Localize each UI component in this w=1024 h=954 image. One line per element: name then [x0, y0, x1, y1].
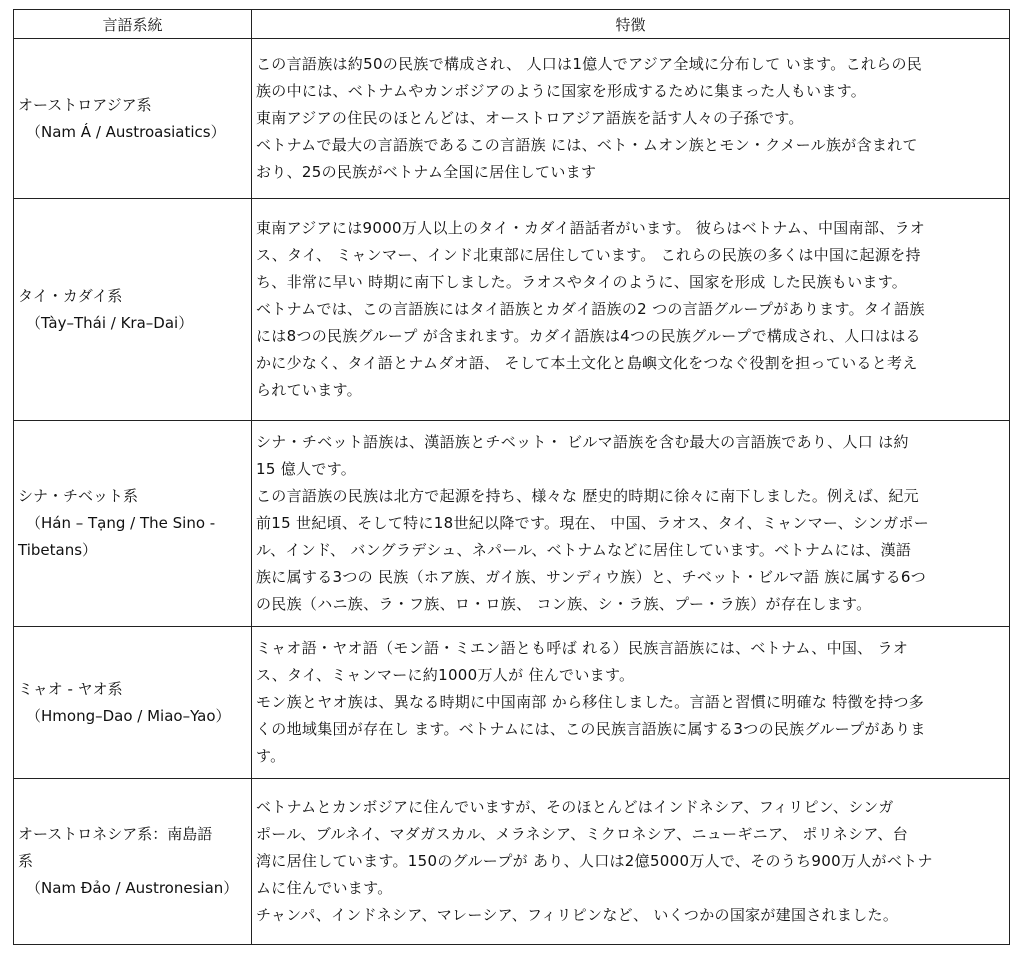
description-line: この言語族は約50の民族で構成され、 人口は1億人でアジア全域に分布して います。これらの民 — [256, 55, 923, 73]
family-description — [252, 199, 1010, 421]
description-line: 東南アジアには9000万人以上のタイ・カダイ語話者がいます。 彼らはベトナム、中国南部、ラオ — [256, 219, 926, 237]
description-line: られています。 — [256, 381, 362, 399]
family-romanized: （Tày–Thái / Kra–Dai） — [26, 313, 194, 332]
family-description — [252, 39, 1010, 199]
description-line: 15 億人です。 — [256, 460, 357, 478]
description-line: ち、非常に早い 時期に南下しました。ラオスやタイのように、国家を形成 した民族もいます。 — [256, 273, 908, 291]
family-romanized: （Nam Á / Austroasiatics） — [26, 122, 226, 141]
family-romanized: （Nam Đảo / Austronesian） — [26, 879, 239, 897]
description-line: ベトナムとカンボジアに住んでいますが、そのほとんどはインドネシア、フィリピン、シンガ — [256, 798, 894, 816]
family-name-cont: 系 — [18, 852, 34, 870]
family-name: タイ・カダイ系 — [18, 286, 123, 305]
language-families-table — [13, 9, 1010, 945]
family-name: ミャオ - ヤオ系 — [18, 679, 123, 698]
description-line: ミャオ語・ヤオ語（モン語・ミエン語とも呼ば れる）民族言語族には、ベトナム、中国、 ラオ — [256, 639, 909, 657]
family-name-cell — [14, 627, 252, 779]
description-line: チャンパ、インドネシア、マレーシア、フィリピンなど、 いくつかの国家が建国されました。 — [256, 906, 899, 924]
family-name-cell — [14, 421, 252, 627]
family-name: オーストロネシア系：南島語 — [18, 825, 213, 843]
description-line: モン族とヤオ族は、異なる時期に中国南部 から移住しました。言語と習慣に明確な 特徴を持つ多 — [256, 693, 925, 711]
description-line: 東南アジアの住民のほとんどは、オーストロアジア語族を話す人々の子孫です。 — [256, 109, 804, 127]
table-row — [14, 199, 1010, 421]
description-line: ポール、ブルネイ、マダガスカル、メラネシア、ミクロネシア、ニューギニア、 ポリネシア、台 — [256, 825, 909, 843]
description-line: 湾に居住しています。150のグループが あり、人口は2億5000万人で、そのうち900万人がベトナ — [256, 852, 933, 870]
table-row — [14, 421, 1010, 627]
header-row — [14, 10, 1010, 39]
description-line: ムに住んでいます。 — [256, 879, 393, 897]
description-line: ベトナムで最大の言語族であるこの言語族 には、ベト・ムオン族とモン・クメール族が含まれて — [256, 136, 918, 154]
description-line: ベトナムでは、この言語族にはタイ語族とカダイ語族の2 つの言語グループがあります。タイ語族 — [256, 300, 925, 318]
family-name-cell — [14, 39, 252, 199]
family-description — [252, 779, 1010, 945]
description-line: ル、インド、 バングラデシュ、ネパール、ベトナムなどに居住しています。ベトナムには、漢語 — [256, 541, 912, 559]
description-line: ス、タイ、ミャンマーに約1000万人が 住んでいます。 — [256, 666, 635, 684]
table-row — [14, 627, 1010, 779]
description-line: 前15 世紀頃、そして特に18世紀以降です。現在、 中国、ラオス、タイ、ミャンマー、シンガポー — [256, 514, 929, 532]
family-romanized: （Hán – Tạng / The Sino - — [26, 514, 216, 532]
family-description — [252, 627, 1010, 779]
table-row — [14, 779, 1010, 945]
description-line: 族の中には、ベトナムやカンボジアのように国家を形成するために集まった人もいます。 — [256, 82, 867, 100]
description-line: おり、25の民族がベトナム全国に居住しています — [256, 163, 597, 181]
description-line: この言語族の民族は北方で起源を持ち、様々な 歴史的時期に徐々に南下しました。例えば、紀元 — [256, 487, 919, 505]
description-line: す。 — [256, 747, 286, 765]
header-language-family: 言語系統 — [14, 10, 252, 39]
description-line: には8つの民族グループ が含まれます。カダイ語族は4つの民族グループで構成され、人口ははる — [256, 327, 921, 345]
description-line: くの地域集団が存在し ます。ベトナムには、この民族言語族に属する3つの民族グループがありま — [256, 720, 926, 738]
family-name-cell — [14, 779, 252, 945]
description-line: 族に属する3つの 民族（ホア族、ガイ族、サンディウ族）と、チベット・ビルマ語 族に属する6つ — [256, 568, 927, 586]
family-romanized-cont: Tibetans） — [18, 541, 98, 559]
table-row — [14, 39, 1010, 199]
family-name: シナ・チベット系 — [18, 487, 139, 505]
description-line: かに少なく、タイ語とナムダオ語、 そして本土文化と島嶼文化をつなぐ役割を担っていると考え — [256, 354, 918, 372]
description-line: ス、タイ、 ミャンマー、インド北東部に居住しています。 これらの民族の多くは中国に起源を持 — [256, 246, 921, 264]
description-line: シナ・チベット語族は、漢語族とチベット・ ビルマ語族を含む最大の言語族であり、人口 は約 — [256, 433, 909, 451]
family-name: オーストロアジア系 — [18, 95, 152, 114]
header-characteristics: 特徴 — [252, 10, 1010, 39]
family-name-cell — [14, 199, 252, 421]
family-description — [252, 421, 1010, 627]
family-romanized: （Hmong–Dao / Miao–Yao） — [26, 706, 231, 725]
description-line: の民族（ハニ族、ラ・フ族、ロ・ロ族、 コン族、シ・ラ族、プー・ラ族）が存在します。 — [256, 595, 872, 613]
